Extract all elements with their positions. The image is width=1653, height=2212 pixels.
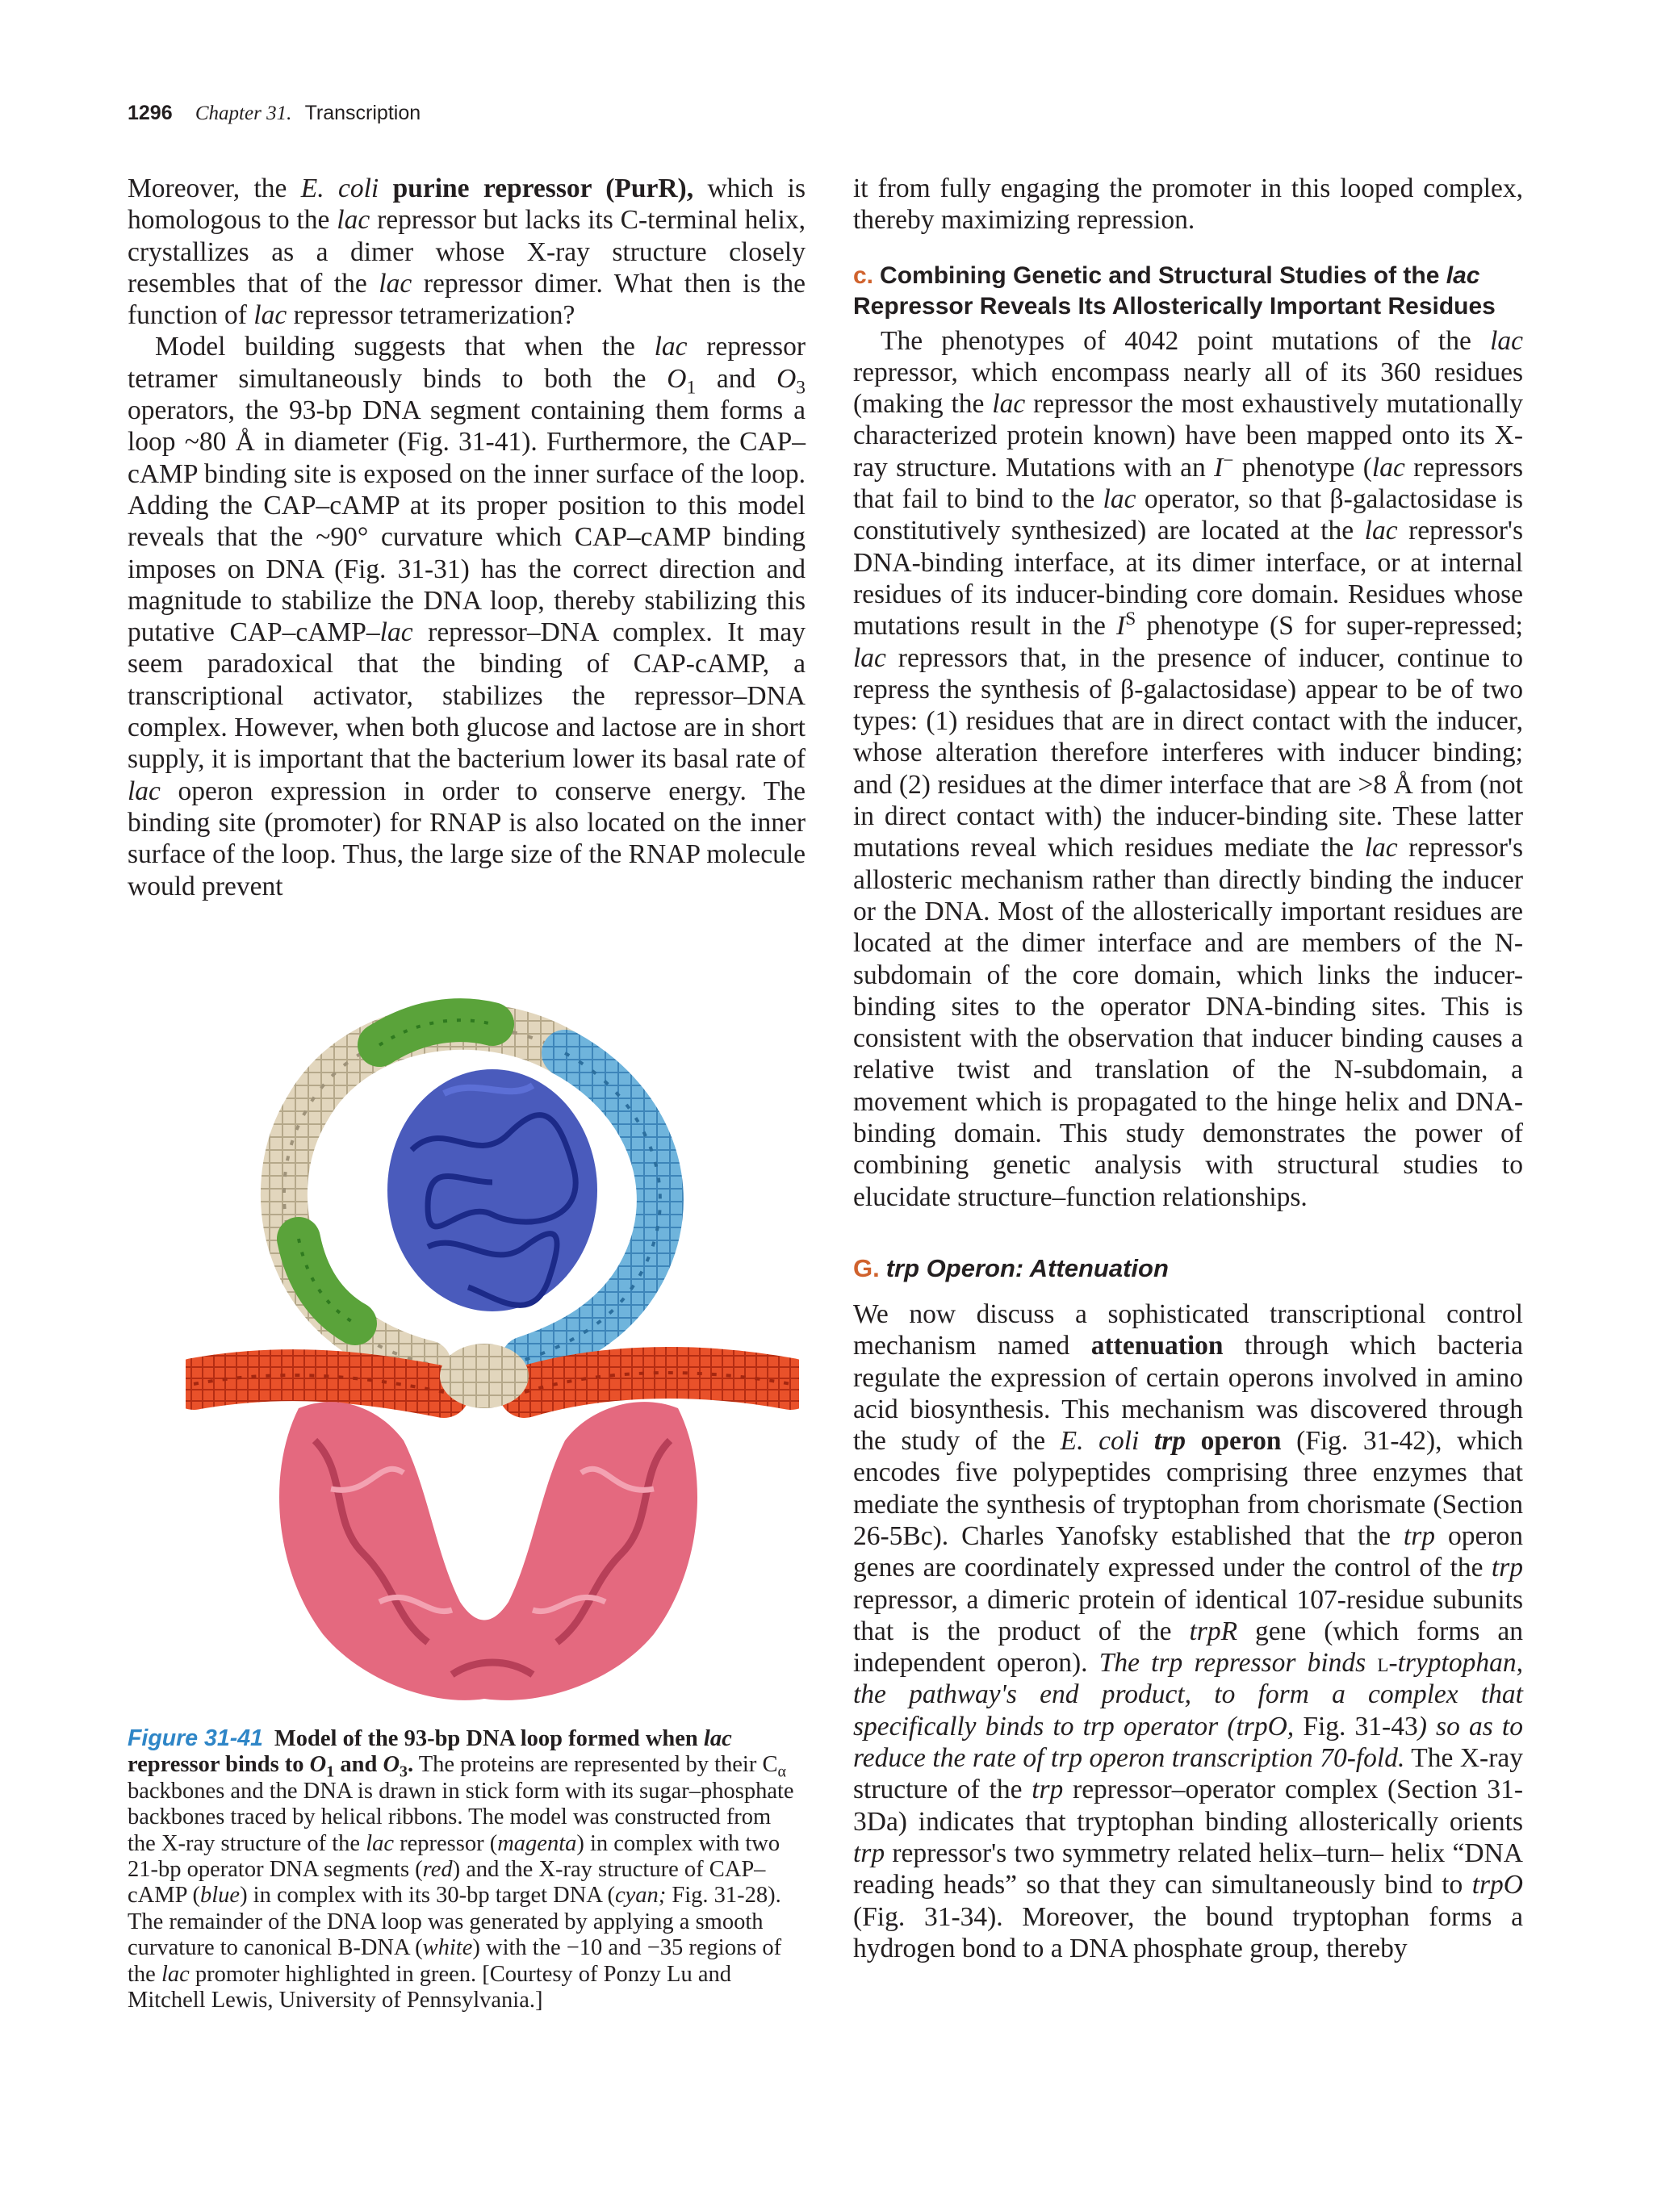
paragraph: Model building suggests that when the lac repressor tetramer simultaneously binds to both the $O_1$ and $O_3$ operators, the 93-bp DNA segment containing them forms a loop ~80 Å in diameter (Fig. 31-41). Furthermore, the CAP–cAMP binding site is exposed on the inner surface of the loop. Adding the CAP–cAMP at its proper position to this model reveals that the ~90° curvature which CAP–cAMP binding imposes on DNA (Fig. 31-31) has the correct direction and magnitude to stabilize the DNA loop, thereby stabilizing this putative CAP–cAMP–lac repressor–DNA complex. It may seem paradoxical that the binding of CAP-cAMP, a transcriptional activator, stabilizes the repressor–DNA complex. However, when both glucose and lactose are in short supply, it is important that the bacterium lower its basal rate of lac operon expression in order to conserve energy. The binding site (promoter) for RNAP is also located on the inner surface of the loop. Thus, the large size of the RNAP molecule would prevent — [128, 332, 806, 901]
subsection-heading — [853, 261, 1523, 322]
lac-repressor-protein — [279, 1402, 697, 1700]
section-heading — [853, 1253, 1523, 1284]
cap-camp-protein — [387, 1069, 597, 1311]
running-header — [128, 102, 421, 125]
caption-text: Model of the 93-bp DNA loop formed when lac repressor binds to $O_1$ and $O_3$. The proteins are represented by their $C_\alpha$ backbones and the DNA is drawn in stick form with its sugar–phosphate backbones traced by helical ribbons. The model was constructed from the X-ray structure of the lac repressor (magenta) in complex with two 21-bp operator DNA segments (red) and the X-ray structure of CAP–cAMP (blue) in complex with its 30-bp target DNA (cyan; Fig. 31-28). The remainder of the DNA loop was generated by applying a smooth curvature to canonical B-DNA (white) with the −10 and −35 regions of the lac promoter highlighted in green. [Courtesy of Ponzy Lu and Mitchell Lewis, University of Pennsylvania.] — [128, 1726, 794, 2013]
section-letter: G. — [853, 1253, 880, 1282]
paragraph: We now discuss a sophisticated transcriptional control mechanism named attenuation through which bacteria regulate the expression of certain operons involved in amino acid biosynthesis. This mechanism was discovered through the study of the E. coli trp operon (Fig. 31-42), which encodes five polypeptides comprising three enzymes that mediate the synthesis of tryptophan from chorismate (Section 26-5Bc). Charles Yanofsky established that the trp operon genes are coordinately expressed under the control of the trp repressor, a dimeric protein of identical 107-residue subunits that is the product of the trpR gene (which forms an independent operon). The trp repressor binds l-tryptophan, the pathway's end product, to form a complex that specifically binds to trp operator (trpO, Fig. 31-43) so as to reduce the rate of trp operon transcription 70-fold. The X-ray structure of the trp repressor–operator complex (Section 31-3Da) indicates that tryptophan binding allosterically orients trp repressor's two symmetry related helix–turn– helix “DNA reading heads” so that they can simultaneously bind to trpO (Fig. 31-34). Moreover, the bound tryptophan forms a hydrogen bond to a DNA phosphate group, thereby — [853, 1298, 1524, 1963]
right-column — [853, 173, 1523, 1964]
figure-number: Figure 31-41 — [128, 1725, 263, 1751]
section-title: trp Operon: Attenuation — [885, 1253, 1169, 1282]
chapter-title: Transcription — [304, 102, 421, 124]
dna-loop-molecular-model-figure — [186, 989, 799, 1723]
paragraph: it from fully engaging the promoter in this looped complex, thereby maximizing repression. — [853, 174, 1523, 236]
left-column — [128, 173, 806, 902]
chapter-label: Chapter 31. — [195, 102, 292, 124]
paragraph: The phenotypes of 4042 point mutations of the lac repressor, which encompass nearly all of its 360 residues (making the lac repressor the most exhaustively mutationally characterized protein known) have been mapped onto its X-ray structure. Mutations with an I− phenotype (lac repressors that fail to bind to the lac operator, so that β-galactosidase is constitutively synthesized) are located at the lac repressor's DNA-binding interface, at its dimer interface, or at internal residues of its inducer-binding core domain. Residues whose mutations result in the $I^S$ phenotype (S for super-repressed; lac repressors that, in the presence of inducer, continue to repress the synthesis of β-galactosidase) appear to be of two types: (1) residues that are in direct contact with the inducer, whose alteration therefore interferes with inducer binding; and (2) residues at the dimer interface that are >8 Å from (not in direct contact with) the inducer-binding site. These latter mutations reveal which residues mediate the lac repressor's allosteric mechanism rather than directly binding the inducer or the DNA. Most of the allosterically important residues are located at the dimer interface and are members of the N-subdomain of the core domain, which links the inducer-binding sites to the operator DNA-binding sites. This is consistent with the observation that inducer binding causes a relative twist and translation of the N-subdomain, a movement which is propagated to the hinge helix and DNA-binding domain. This study demonstrates the power of combining genetic analysis with structural studies to elucidate structure–function relationships. — [853, 325, 1523, 1212]
subsection-letter: c. — [853, 261, 874, 289]
paragraph: Moreover, the E. coli purine repressor (PurR), which is homologous to the lac repressor but lacks its C-terminal helix, crystallizes as a dimer whose X-ray structure closely resembles that of the lac repressor dimer. What then is the function of lac repressor tetramerization? — [128, 174, 806, 331]
page-number: 1296 — [128, 102, 173, 124]
molecular-model-illustration — [186, 989, 799, 1723]
subsection-title: Combining Genetic and Structural Studies of the lac Repressor Reveals Its Allosterically Important Residues — [853, 261, 1496, 320]
figure-caption — [128, 1725, 797, 2013]
